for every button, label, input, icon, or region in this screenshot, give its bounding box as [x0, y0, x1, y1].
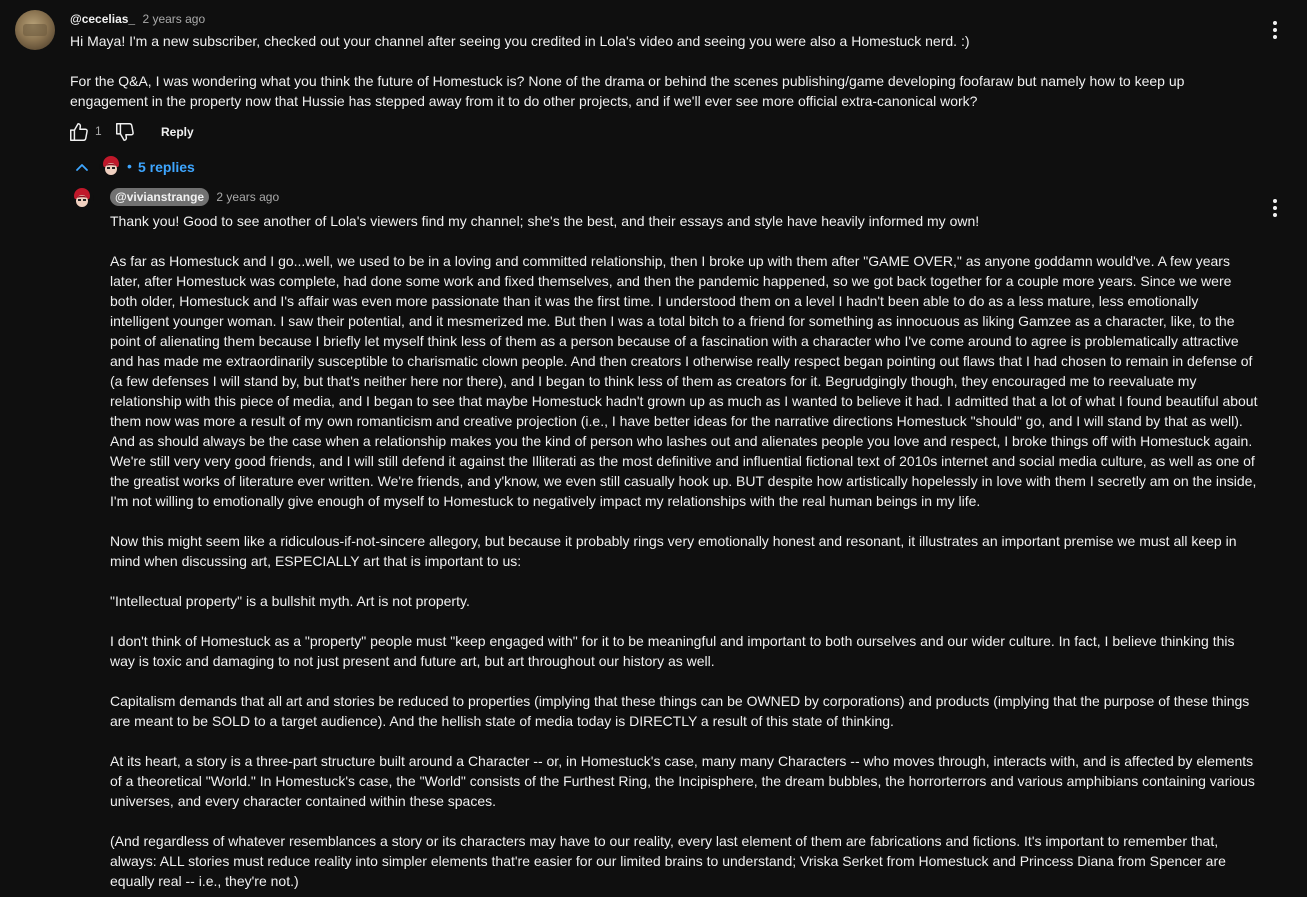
- comment-timestamp[interactable]: 2 years ago: [142, 12, 206, 26]
- like-count: 1: [95, 124, 102, 138]
- comment-author[interactable]: @cecelias_: [70, 12, 136, 26]
- reply-body: [110, 211, 1260, 891]
- reply-paragraph: As far as Homestuck and I go...well, we used to be in a loving and committed relationship, then I broke up with them after "GAME OVER," as anyone goddamn would've. A few years later, after Homestuck was complete, had done some work and fixed themselves, and then the pandemic happened, so we got back together for a couple more years. Since we were both older, Homestuck and I's affair was even more passionate than it was the first time. I understood them on a level I hadn't been able to do as a less mature, less emotionally intelligent younger woman. I saw their potential, and it mesmerized me. But then I was a total bitch to a friend for something as innocuous as liking Gamzee as a character, like, to the point of alienating them because I briefly let myself think less of them as a person because of a fascination with a character who I've come around to agree is problematically attractive and has made me extraordinarily susceptible to charismatic clown people. And then creators I otherwise really respect began pointing out flaws that I had chosen to remain in defense of (a few defenses I will stand by, but that's neither here nor there), and I began to think less of them as creators for it. Begrudgingly though, they encouraged me to reevaluate my relationship with this piece of media, and I began to see that maybe Homestuck hadn't grown up as much as I wanted to believe it had. I admitted that a lot of what I found beautiful about them now was more a result of my own romanticism and creative projection (i.e., I have better ideas for the narrative directions Homestuck "should" go, and I will stand by that as well). And as should always be the case when a relationship makes you the kind of person who lashes out and alienates people you love and respect, I broke things off with Homestuck again. We're still very very good friends, and I will still defend it against the Illiterati as the most definitive and influential fictional text of 2010s internet and social media culture, as well as one of the greatist works of literature ever written. We're friends, and y'know, we even still casually hook up. BUT despite how artistically hopelessly in love with them I secretly am on the inside, I'm not willing to emotionally give enough of myself to Homestuck to negatively impact my relationships with the real human beings in my life.: [110, 253, 1258, 509]
- replies-separator: •: [127, 158, 132, 174]
- comment-paragraph: Hi Maya! I'm a new subscriber, checked out your channel after seeing you credited in Lola's video and seeing you were also a Homestuck nerd. :): [70, 33, 970, 49]
- reply-paragraph: Now this might seem like a ridiculous-if-not-sincere allegory, but because it probably rings very emotionally honest and resonant, it illustrates an important premise we must all keep in mind when discussing art, ESPECIALLY art that is important to us:: [110, 533, 1237, 569]
- reply-header: [110, 188, 279, 206]
- reply-author[interactable]: @vivianstrange: [110, 188, 209, 206]
- replies-count-label[interactable]: 5 replies: [138, 159, 195, 175]
- reply-paragraph: Capitalism demands that all art and stories be reduced to properties (implying that these things can be OWNED by corporations) and products (implying that the purpose of these things are meant to be SOLD to a target audience). And the hellish state of media today is DIRECTLY a result of this state of thinking.: [110, 693, 1250, 729]
- reply-paragraph: "Intellectual property" is a bullshit myth. Art is not property.: [110, 593, 470, 609]
- replier-mini-avatar: [99, 154, 123, 178]
- comment-paragraph: For the Q&A, I was wondering what you think the future of Homestuck is? None of the drama or behind the scenes publishing/game developing foofaraw but namely how to keep up engagement in the property now that Hussie has stepped away from it to do other projects, and if we'll ever see more official extra-canonical work?: [70, 73, 1185, 109]
- comment-body: [70, 31, 1260, 111]
- reply-paragraph: (And regardless of whatever resemblances a story or its characters may have to our reality, every last element of them are fabrications and fictions. It's important to remember that, always: ALL stories must reduce reality into simpler elements that're easier for our limited brains to understand; Vriska Serket from Homestuck and Princess Diana from Spencer are equally real -- i.e., they're not.): [110, 833, 1226, 889]
- reply-author-avatar[interactable]: [70, 186, 94, 210]
- reply-timestamp[interactable]: 2 years ago: [216, 190, 280, 204]
- reply-paragraph: Thank you! Good to see another of Lola's viewers find my channel; she's the best, and their essays and style have heavily informed my own!: [110, 213, 980, 229]
- comment-header: [70, 11, 205, 27]
- commenter-avatar[interactable]: [15, 10, 55, 50]
- comment-more-actions-icon[interactable]: [1267, 18, 1283, 42]
- reply-button[interactable]: Reply: [161, 125, 194, 139]
- reply-paragraph: I don't think of Homestuck as a "property" people must "keep engaged with" for it to be meaningful and important to both ourselves and our wider culture. In fact, I believe thinking this way is toxic and damaging to not just present and future art, but art throughout our history as well.: [110, 633, 1235, 669]
- thumbs-down-icon[interactable]: [114, 121, 136, 143]
- reply-paragraph: At its heart, a story is a three-part structure built around a Character -- or, in Homestuck's case, many many Characters -- who moves through, interacts with, and is affected by elements of a theoretical "World." In Homestuck's case, the "World" consists of the Furthest Ring, the Incipisphere, the dream bubbles, the horrorterrors and various amphibians containing various universes, and every character contained within these spaces.: [110, 753, 1255, 809]
- chevron-up-icon: [74, 159, 90, 175]
- reply-more-actions-icon[interactable]: [1267, 196, 1283, 220]
- thumbs-up-icon[interactable]: [68, 121, 90, 143]
